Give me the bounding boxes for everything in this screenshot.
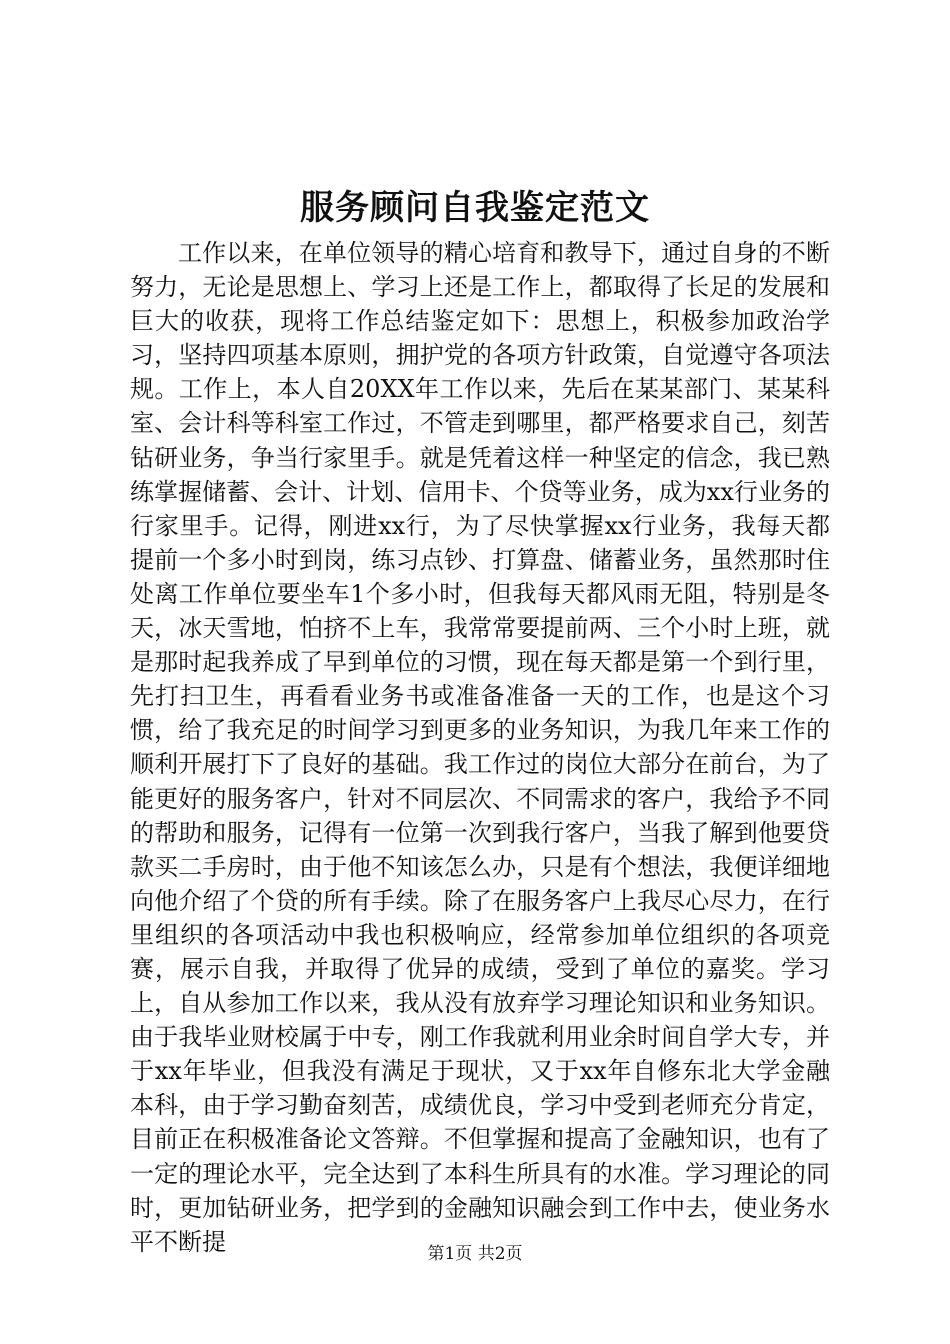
page-number-footer: 第1页 共2页: [427, 1244, 523, 1264]
document-title: 服务顾问自我鉴定范文: [300, 188, 650, 228]
document-body: 工作以来，在单位领导的精心培育和教导下，通过自身的不断努力，无论是思想上、学习上还是工作上，都取得了长足的发展和巨大的收获，现将工作总结鉴定如下：思想上，积极参加政治学习，坚持四项基本原则，拥护党的各项方针政策，自觉遵守各项法规。工作上，本人自20XX年工作以来，先后在某某部门、某某科室、会计科等科室工作过，不管走到哪里，都严格要求自己，刻苦钻研业务，争当行家里手。就是凭着这样一种坚定的信念，我已熟练掌握储蓄、会计、计划、信用卡、个贷等业务，成为xx行业务的行家里手。记得，刚进xx行，为了尽快掌握xx行业务，我每天都提前一个多小时到岗，练习点钞、打算盘、储蓄业务，虽然那时住处离工作单位要坐车1个多小时，但我每天都风雨无阻，特别是冬天，冰天雪地，怕挤不上车，我常常要提前两、三个小时上班，就是那时起我养成了早到单位的习惯，现在每天都是第一个到行里，先打扫卫生，再看看业务书或准备准备一天的工作，也是这个习惯，给了我充足的时间学习到更多的业务知识，为我几年来工作的顺利开展打下了良好的基础。我工作过的岗位大部分在前台，为了能更好的服务客户，针对不同层次、不同需求的客户，我给予不同的帮助和服务，记得有一位第一次到我行客户，当我了解到他要贷款买二手房时，由于他不知该怎么办，只是有个想法，我便详细地向他介绍了个贷的所有手续。除了在服务客户上我尽心尽力，在行里组织的各项活动中我也积极响应，经常参加单位组织的各项竞赛，展示自我，并取得了优异的成绩，受到了单位的嘉奖。学习上，自从参加工作以来，我从没有放弃学习理论知识和业务知识。由于我毕业财校属于中专，刚工作我就利用业余时间自学大专，并于xx年毕业，但我没有满足于现状，又于xx年自修东北大学金融本科，由于学习勤奋刻苦，成绩优良，学习中受到老师充分肯定，目前正在积极准备论文答辩。不但掌握和提高了金融知识，也有了一定的理论水平，完全达到了本科生所具有的水准。学习理论的同时，更加钻研业务，把学到的金融知识融会到工作中去，使业务水平不断提: [130, 239, 830, 1256]
